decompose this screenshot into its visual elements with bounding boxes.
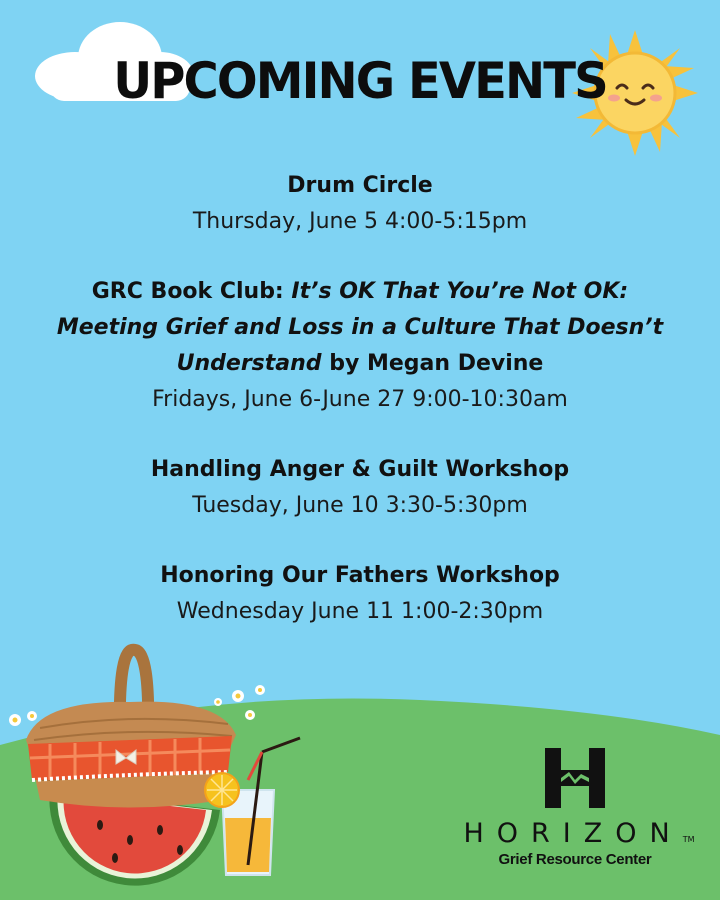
book-title: It’s OK That You’re Not OK: Meeting Grief and Loss in a Culture That Doesn’t Understand xyxy=(56,279,664,376)
logo-subtitle: Grief Resource Center xyxy=(498,851,652,868)
event-title: Handling Anger & Guilt Workshop xyxy=(150,457,570,482)
event-title: Honoring Our Fathers Workshop xyxy=(160,563,560,588)
event-title: Drum Circle xyxy=(287,173,433,198)
event-time: Fridays, June 6-June 27 9:00-10:30am xyxy=(152,387,568,412)
picnic-illustration xyxy=(0,640,320,900)
logo-wordmark: HORIZONTM xyxy=(463,818,695,849)
book-author: by Megan Devine xyxy=(321,351,544,376)
event-time: Thursday, June 5 4:00-5:15pm xyxy=(192,209,528,234)
event-title-prefix: GRC Book Club: xyxy=(91,279,292,304)
event-time: Tuesday, June 10 3:30-5:30pm xyxy=(192,493,528,518)
event-time: Wednesday June 11 1:00-2:30pm xyxy=(176,599,544,624)
page-title: UPCOMING EVENTS xyxy=(113,52,607,110)
horizon-mark-icon xyxy=(545,748,605,808)
horizon-logo xyxy=(450,748,700,868)
